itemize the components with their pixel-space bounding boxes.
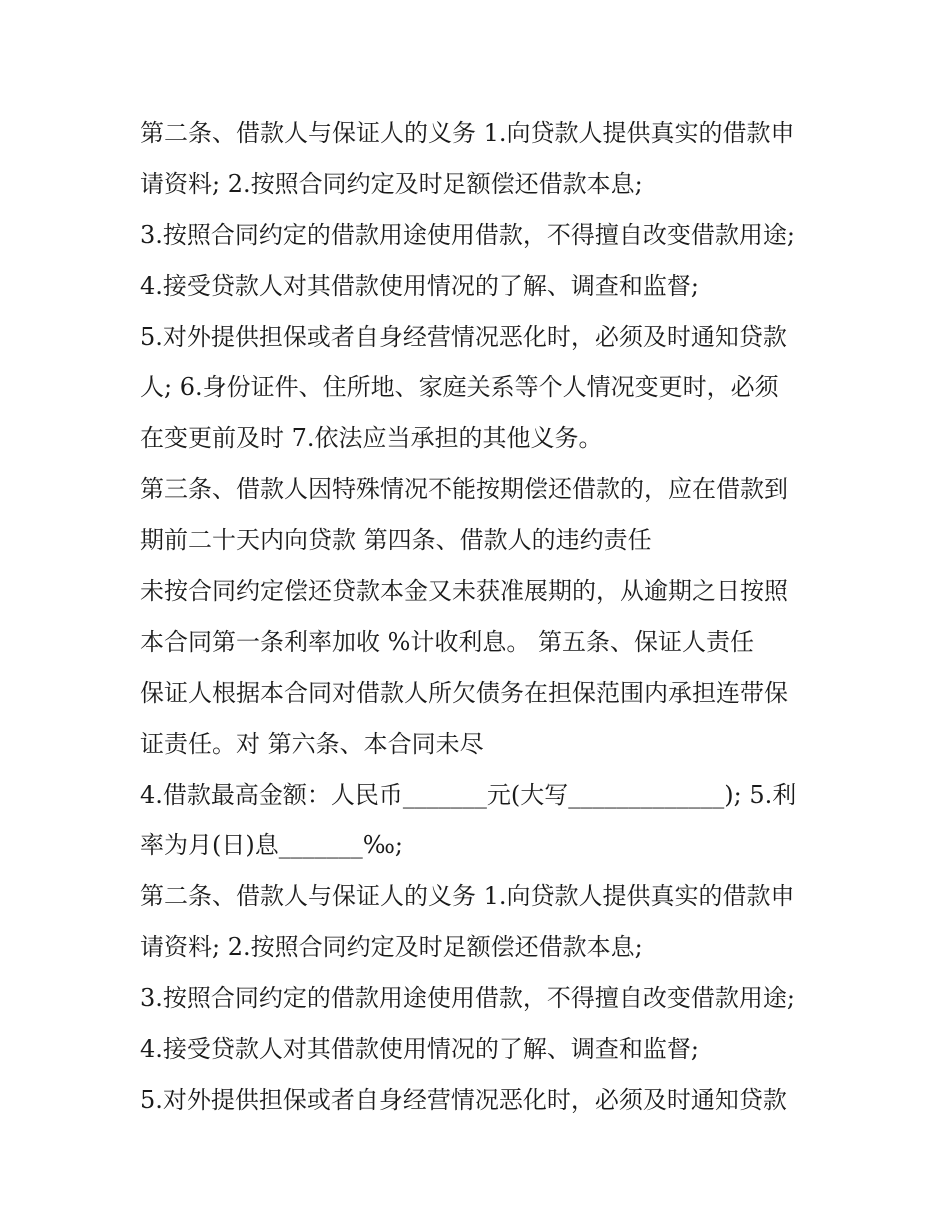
text-line: 第三条、借款人因特殊情况不能按期偿还借款的，应在借款到 [140,475,788,504]
text-line: 未按合同约定偿还贷款本金又未获准展期的，从逾期之日按照 [140,577,788,606]
text-line: 证责任。对 第六条、本合同未尽 [140,729,484,758]
text-line: 人; 6.身份证件、住所地、家庭关系等个人情况变更时，必须 [140,373,779,402]
text-line: 3.按照合同约定的借款用途使用借款，不得擅自改变借款用途; [140,984,795,1013]
text-line: 请资料; 2.按照合同约定及时足额偿还借款本息; [140,933,643,962]
text-line: 请资料; 2.按照合同约定及时足额偿还借款本息; [140,169,643,198]
contract-body-text [140,108,840,1126]
text-line: 5.对外提供担保或者自身经营情况恶化时，必须及时通知贷款 [140,322,787,351]
text-line: 第二条、借款人与保证人的义务 1.向贷款人提供真实的借款申 [140,882,795,911]
text-line: 5.对外提供担保或者自身经营情况恶化时，必须及时通知贷款 [140,1085,787,1114]
text-line: 率为月(日)息_______‰; [140,831,404,860]
text-line: 本合同第一条利率加收 %计收利息。 第五条、保证人责任 [140,627,755,656]
text-line: 4.接受贷款人对其借款使用情况的了解、调查和监督; [140,1035,699,1064]
text-line: 期前二十天内向贷款 第四条、借款人的违约责任 [140,526,652,555]
text-line: 在变更前及时 7.依法应当承担的其他义务。 [140,424,603,453]
text-line: 第二条、借款人与保证人的义务 1.向贷款人提供真实的借款申 [140,119,795,147]
text-line: 3.按照合同约定的借款用途使用借款，不得擅自改变借款用途; [140,220,795,249]
text-line: 保证人根据本合同对借款人所欠债务在担保范围内承担连带保 [140,678,788,707]
text-line: 4.借款最高金额：人民币_______元(大写_____________); 5.利 [140,780,797,809]
text-line: 4.接受贷款人对其借款使用情况的了解、调查和监督; [140,271,699,300]
